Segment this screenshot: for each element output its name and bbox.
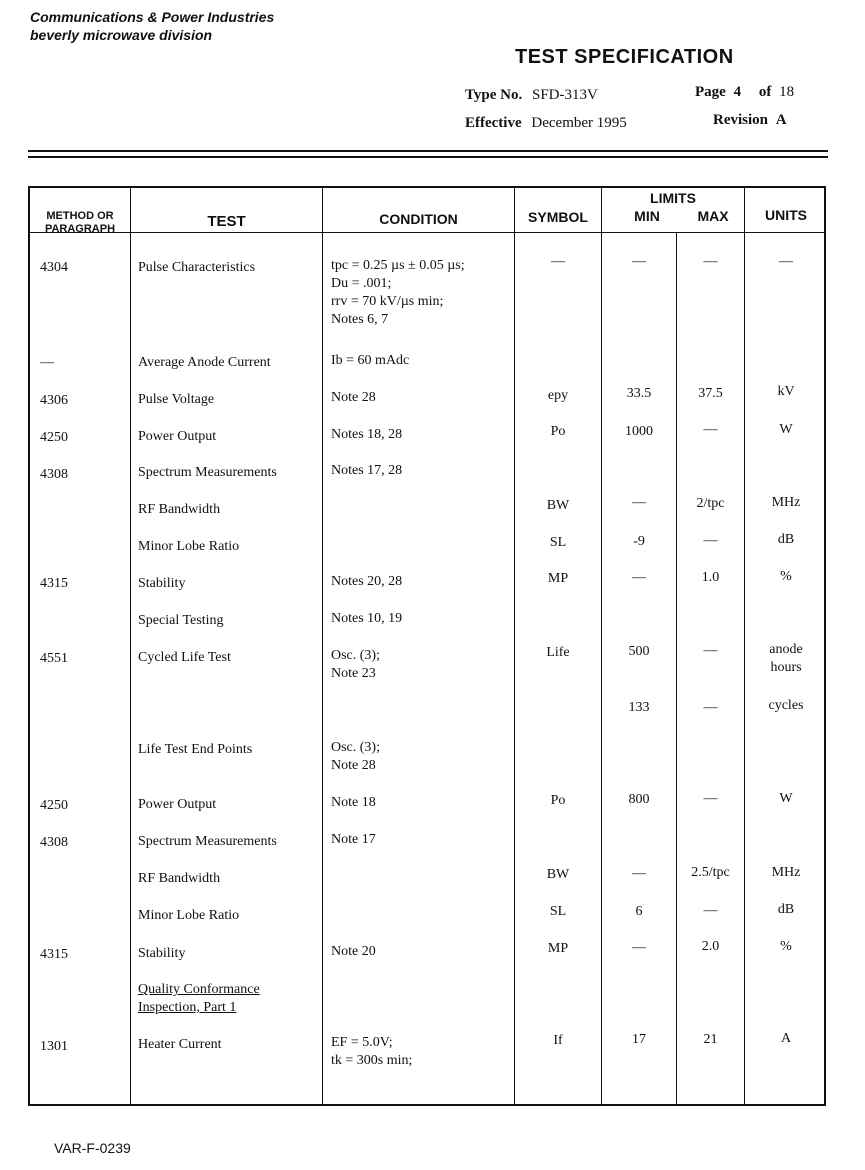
col-header-min: MIN [634, 208, 660, 224]
row-test: Average Anode Current [138, 355, 271, 370]
col-header-symbol: SYMBOL [528, 209, 588, 225]
row-symbol: MP [547, 941, 569, 956]
row-max: 2.0 [701, 939, 720, 954]
row-units: kV [777, 384, 795, 399]
revision-label: Revision [713, 112, 769, 128]
row-units: MHz [771, 865, 801, 880]
row-min: — [632, 940, 646, 955]
header-rule-top [28, 150, 828, 152]
row-test: Spectrum Measurements [138, 834, 277, 849]
row-test: Heater Current [138, 1037, 222, 1052]
row-min: 500 [628, 644, 650, 659]
row-symbol: BW [546, 867, 570, 882]
row-condition: Osc. (3); Note 28 [331, 740, 380, 773]
row-max: — [703, 643, 718, 658]
of-label: of [758, 84, 772, 100]
row-condition: Note 20 [331, 944, 376, 959]
row-method: 4308 [40, 835, 68, 850]
row-min: 1000 [625, 424, 653, 439]
row-test: RF Bandwidth [138, 502, 221, 517]
row-max: 21 [703, 1032, 718, 1047]
row-min: 33.5 [626, 386, 652, 401]
row-max: — [703, 422, 718, 437]
row-max: 2.5/tpc [691, 865, 730, 880]
row-units: anode hours [769, 642, 803, 675]
col-divider-method [130, 188, 131, 1104]
row-max: 1.0 [701, 570, 720, 585]
row-method: 4304 [40, 260, 68, 275]
row-min: — [632, 495, 646, 510]
row-units: A [780, 1031, 792, 1046]
row-min: 800 [628, 792, 650, 807]
header-row-divider [30, 232, 826, 233]
row-max: — [703, 903, 718, 918]
row-method: 4250 [40, 430, 68, 445]
row-condition: Notes 10, 19 [331, 611, 403, 626]
row-symbol: Po [550, 424, 566, 439]
row-max: — [703, 700, 718, 715]
row-units: — [779, 254, 793, 269]
row-condition: Notes 20, 28 [331, 574, 403, 589]
row-condition: Note 17 [331, 832, 376, 847]
form-number: VAR-F-0239 [54, 1140, 131, 1156]
row-test: Power Output [138, 797, 217, 812]
effective-date [465, 115, 627, 132]
effective-label: Effective [465, 115, 522, 131]
row-method: 4308 [40, 467, 68, 482]
col-header-method: METHOD OR PARAGRAPH [44, 210, 116, 235]
row-test: Life Test End Points [138, 742, 253, 757]
row-units: cycles [768, 698, 804, 713]
row-units: dB [777, 532, 795, 547]
row-units: % [780, 569, 792, 584]
row-symbol: BW [546, 498, 570, 513]
row-condition: Note 28 [331, 390, 376, 405]
row-condition: Notes 18, 28 [331, 427, 403, 442]
page-number [695, 84, 794, 101]
row-test: Cycled Life Test [138, 650, 231, 665]
page-value: 4 [733, 84, 742, 100]
row-test: Pulse Voltage [138, 392, 215, 407]
of-value: 18 [779, 84, 795, 100]
row-test: Special Testing [138, 613, 224, 628]
row-test: Pulse Characteristics [138, 260, 256, 275]
row-condition: EF = 5.0V; tk = 300s min; [331, 1035, 413, 1068]
row-min: 133 [628, 700, 650, 715]
row-method: — [40, 355, 54, 370]
row-symbol: SL [549, 904, 567, 919]
col-divider-test [322, 188, 323, 1104]
row-max: — [703, 533, 718, 548]
row-test: Stability [138, 576, 186, 591]
company-line-2: beverly microwave division [30, 27, 213, 43]
row-condition: Notes 17, 28 [331, 463, 403, 478]
type-no-label: Type No. [465, 87, 523, 103]
row-symbol: If [553, 1033, 563, 1048]
col-header-condition: CONDITION [379, 211, 458, 227]
section-heading: Quality Conformance Inspection, Part 1 [138, 982, 260, 1015]
row-condition: Osc. (3); Note 23 [331, 648, 380, 681]
effective-value: December 1995 [531, 115, 627, 131]
row-test: Stability [138, 946, 186, 961]
col-header-max: MAX [697, 208, 729, 224]
row-units: W [779, 422, 793, 437]
row-method: 4315 [40, 576, 68, 591]
document-title: TEST SPECIFICATION [515, 46, 734, 68]
row-symbol: MP [547, 571, 569, 586]
type-no-value: SFD-313V [531, 87, 598, 103]
row-test: Power Output [138, 429, 217, 444]
type-no [465, 87, 598, 104]
row-method: 4306 [40, 393, 68, 408]
row-min: — [632, 254, 646, 269]
col-divider-min [676, 232, 677, 1104]
row-min: — [632, 866, 646, 881]
row-units: W [779, 791, 793, 806]
row-symbol: Po [550, 793, 566, 808]
row-units: MHz [771, 495, 801, 510]
company-name [30, 8, 274, 44]
header-rule-bottom [28, 156, 828, 158]
row-max: — [703, 254, 718, 269]
row-method: 4250 [40, 798, 68, 813]
row-test: Minor Lobe Ratio [138, 539, 240, 554]
page-label: Page [695, 84, 726, 100]
row-method: 4551 [40, 651, 68, 666]
row-symbol: — [551, 254, 565, 269]
row-max: 37.5 [698, 386, 723, 401]
row-units: dB [777, 902, 795, 917]
row-symbol: epy [547, 388, 569, 403]
row-min: 6 [635, 904, 643, 919]
row-test: Minor Lobe Ratio [138, 908, 240, 923]
row-symbol: Life [546, 645, 570, 660]
revision [713, 112, 787, 129]
row-condition: tpc = 0.25 µs ± 0.05 µs; Du = .001; rrv = 70 kV/µs min; Notes 6, 7 [331, 258, 465, 327]
row-min: — [632, 570, 646, 585]
row-symbol: SL [549, 535, 567, 550]
row-max: — [703, 791, 718, 806]
company-line-1: Communications & Power Industries [30, 9, 275, 25]
col-header-limits: LIMITS [650, 190, 696, 206]
row-condition: Ib = 60 mAdc [331, 353, 410, 368]
row-condition: Note 18 [331, 795, 376, 810]
row-min: 17 [632, 1032, 646, 1047]
row-method: 1301 [40, 1039, 68, 1054]
row-method: 4315 [40, 947, 68, 962]
col-header-test: TEST [207, 213, 246, 230]
row-max: 2/tpc [696, 496, 725, 511]
row-units: % [780, 939, 792, 954]
revision-value: A [775, 112, 787, 128]
row-test: Spectrum Measurements [138, 465, 277, 480]
row-test: RF Bandwidth [138, 871, 221, 886]
row-min: -9 [633, 534, 645, 549]
col-header-units: UNITS [765, 207, 807, 223]
